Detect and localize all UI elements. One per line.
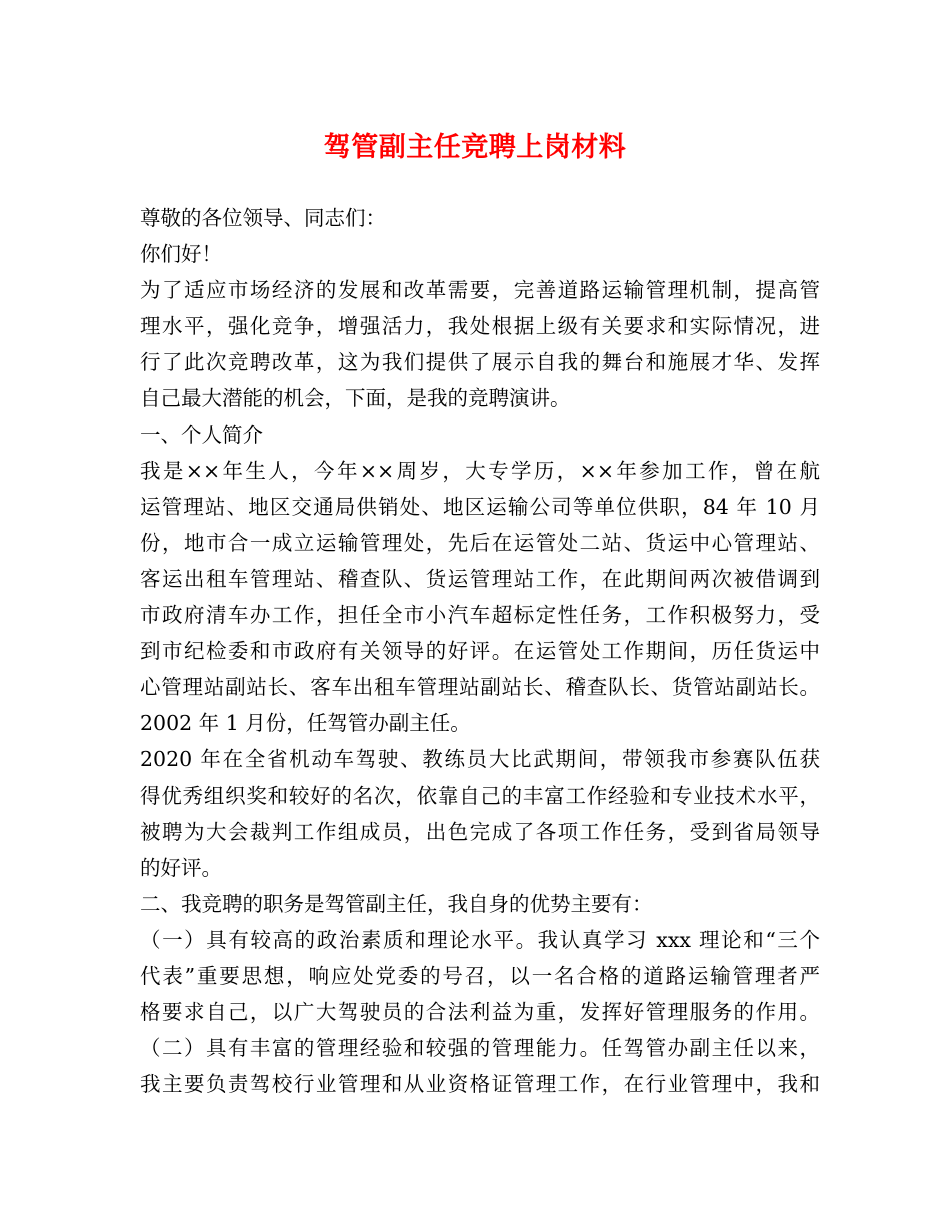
paragraph-line: 到市纪检委和市政府有关领导的好评。在运管处工作期间，历任货运中 [140, 639, 820, 664]
paragraph-line: 你们好！ [140, 242, 222, 267]
paragraph-line: 尊敬的各位领导、同志们： [140, 206, 386, 230]
paragraph-line: 我主要负责驾校行业管理和从业资格证管理工作，在行业管理中，我和 [140, 1072, 820, 1097]
paragraph-line: 被聘为大会裁判工作组成员，出色完成了各项工作任务，受到省局领导 [140, 819, 820, 844]
paragraph-line: 自己最大潜能的机会，下面，是我的竞聘演讲。 [140, 386, 571, 411]
paragraph-line: 份，地市合一成立运输管理处，先后在运管处二站、货运中心管理站、 [140, 530, 820, 555]
paragraph-line: 2020 年在全省机动车驾驶、教练员大比武期间，带领我市参赛队伍获 [140, 747, 820, 772]
paragraph-line: 理水平，强化竞争，增强活力，我处根据上级有关要求和实际情况，进 [140, 314, 820, 339]
paragraph-line: 一、个人简介 [140, 422, 263, 447]
paragraph-line: （一）具有较高的政治素质和理论水平。我认真学习 xxx 理论和“三个 [140, 927, 820, 952]
document-title: 驾管副主任竞聘上岗材料 [323, 132, 627, 163]
paragraph-line: （二）具有丰富的管理经验和较强的管理能力。任驾管办副主任以来， [140, 1036, 820, 1061]
paragraph-line: 格要求自己，以广大驾驶员的合法利益为重，发挥好管理服务的作用。 [140, 1000, 820, 1025]
paragraph-line: 二、我竞聘的职务是驾管副主任，我自身的优势主要有： [140, 891, 653, 916]
paragraph-line: 运管理站、地区交通局供销处、地区运输公司等单位供职，84 年 10 月 [140, 494, 820, 519]
document-body [140, 200, 820, 1102]
paragraph-line: 得优秀组织奖和较好的名次，依靠自己的丰富工作经验和专业技术水平， [140, 783, 820, 808]
paragraph-line: 心管理站副站长、客车出租车管理站副站长、稽查队长、货管站副站长。 [140, 675, 820, 700]
paragraph-line: 行了此次竞聘改革，这为我们提供了展示自我的舞台和施展才华、发挥 [140, 350, 820, 375]
paragraph-line: 我是××年生人，今年××周岁，大专学历，××年参加工作，曾在航 [140, 458, 820, 483]
paragraph-line: 代表”重要思想，响应处党委的号召，以一名合格的道路运输管理者严 [140, 963, 820, 988]
paragraph-line: 2002 年 1 月份，任驾管办副主任。 [140, 711, 471, 736]
paragraph-line: 的好评。 [140, 855, 222, 880]
paragraph-line: 为了适应市场经济的发展和改革需要，完善道路运输管理机制，提高管 [140, 278, 820, 303]
paragraph-line: 客运出租车管理站、稽查队、货运管理站工作，在此期间两次被借调到 [140, 566, 820, 591]
paragraph-line: 市政府清车办工作，担任全市小汽车超标定性任务，工作积极努力，受 [140, 603, 820, 628]
